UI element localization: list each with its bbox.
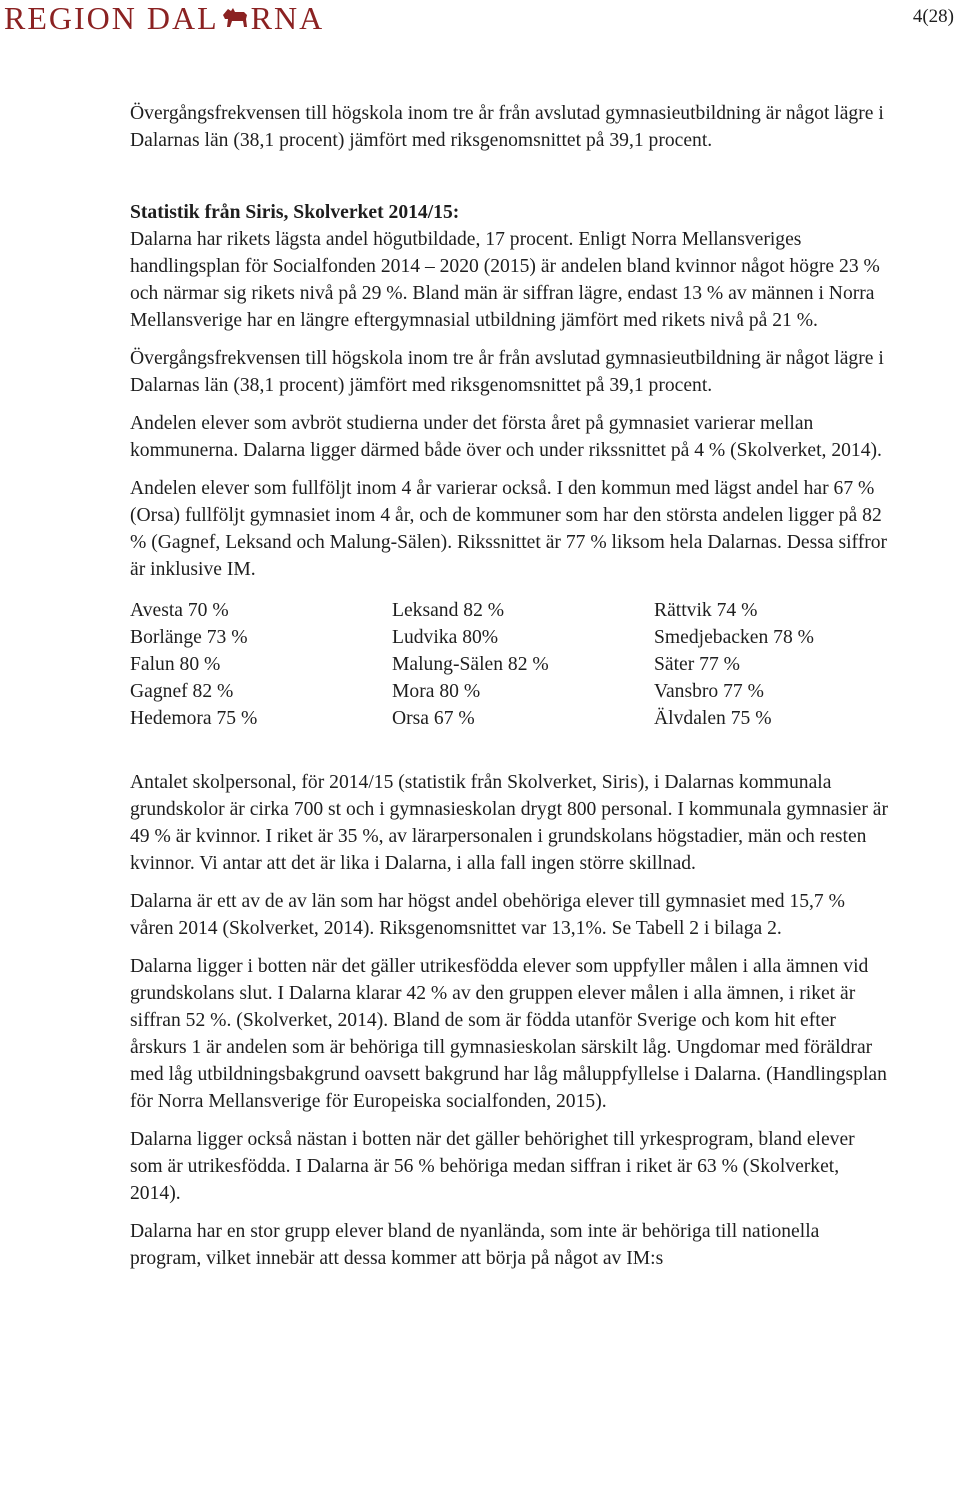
list-item: Ludvika 80% (392, 627, 499, 648)
list-item: Gagnef 82 % (130, 681, 234, 702)
paragraph-ineligible-students: Dalarna är ett av de av län som har högst andel obehöriga elever till gymnasiet med 15,7 % våren 2014 (Skolverket, 2014). Riksgenomsnittet var 13,1%. Se Tabell 2 i bilaga 2. (130, 891, 845, 939)
region-dalarna-logo (4, 2, 324, 34)
paragraph-vocational-eligibility: Dalarna ligger också nästan i botten när det gäller behörighet till yrkesprogram, bland elever som är utrikesfödda. I Dalarna är 56 % behöriga medan siffran i riket är 63 % (Skolverket, 2014). (130, 1129, 855, 1204)
paragraph-school-staff: Antalet skolpersonal, för 2014/15 (statistik från Skolverket, Siris), i Dalarnas kommunala grundskolor är cirka 700 st och i gymnasieskolan drygt 800 personal. I kommunala gymnasier är 49 % är kvinnor. I riket är 35 %, av lärarpersonalen i grundskolans högstadier, män och resten kvinnor. Vi antar att det är lika i Dalarna, i alla fall ingen större skillnad. (130, 772, 888, 874)
list-item: Rättvik 74 % (654, 600, 758, 621)
list-item: Malung-Sälen 82 % (392, 654, 549, 675)
list-item: Leksand 82 % (392, 600, 505, 621)
list-item: Mora 80 % (392, 681, 481, 702)
paragraph-foreign-born: Dalarna ligger i botten när det gäller utrikesfödda elever som uppfyller målen i alla ämnen vid grundskolans slut. I Dalarna klarar 42 % av den gruppen elever målen i alla ämnen, i riket är siffran 52 %. (Skolverket, 2014). Bland de som är födda utanför Sverige och kom hit efter årskurs 1 är andelen som är behöriga till gymnasieskolan särskilt låg. Ungdomar med föräldrar med låg utbildningsbakgrund oavsett bakgrund har låg måluppfyllelse i Dalarna. (Handlingsplan för Norra Mellansverige för Europeiska socialfonden, 2015). (130, 956, 887, 1112)
list-item: Smedjebacken 78 % (654, 627, 814, 648)
list-item: Vansbro 77 % (654, 681, 764, 702)
list-item: Säter 77 % (654, 654, 740, 675)
logo-text-right: RNA (250, 0, 325, 36)
page-header (0, 0, 960, 40)
page-number: 4(28) (912, 6, 954, 27)
paragraph-transition-rate-repeat: Övergångsfrekvensen till högskola inom tre år från avslutad gymnasieutbildning är något lägre i Dalarnas län (38,1 procent) jämfört med riksgenomsnittet på 39,1 procent. (130, 348, 884, 396)
list-item: Hedemora 75 % (130, 708, 258, 729)
document-body (130, 100, 890, 1272)
paragraph-transition-rate: Övergångsfrekvensen till högskola inom tre år från avslutad gymnasieutbildning är något lägre i Dalarnas län (38,1 procent) jämfört med riksgenomsnittet på 39,1 procent. (130, 103, 884, 151)
paragraph-higher-education: Dalarna har rikets lägsta andel högutbildade, 17 procent. Enligt Norra Mellansveriges handlingsplan för Socialfonden 2014 – 2020 (2015) är andelen bland kvinnor något högre 23 % och närmar sig rikets nivå på 29 %. Bland män är siffran lägre, endast 13 % av männen i Norra Mellansverige har en längre eftergymnasial utbildning jämfört med rikets nivå på 21 %. (130, 229, 880, 331)
list-item: Avesta 70 % (130, 600, 229, 621)
dala-horse-icon (220, 5, 250, 33)
paragraph-newly-arrived: Dalarna har en stor grupp elever bland de nyanlända, som inte är behöriga till nationella program, vilket innebär att dessa kommer att börja på något av IM:s (130, 1221, 820, 1269)
logo-text-left: REGION DAL (4, 0, 219, 36)
municipality-completion-list (130, 597, 890, 732)
list-item: Orsa 67 % (392, 708, 475, 729)
section-heading: Statistik från Siris, Skolverket 2014/15: (130, 202, 460, 223)
paragraph-completion: Andelen elever som fullföljt inom 4 år varierar också. I den kommun med lägst andel har 67 % (Orsa) fullföljt gymnasiet inom 4 år, och de kommuner som har den största andelen ligger på 82 % (Gagnef, Leksand och Malung-Sälen). Rikssnittet är 77 % liksom hela Dalarnas. Dessa siffror är inklusive IM. (130, 478, 888, 580)
paragraph-dropout: Andelen elever som avbröt studierna under det första året på gymnasiet varierar mellan kommunerna. Dalarna ligger därmed både över och under rikssnittet på 4 % (Skolverket, 2014). (130, 413, 882, 461)
list-item: Älvdalen 75 % (654, 708, 772, 729)
list-item: Falun 80 % (130, 654, 221, 675)
list-item: Borlänge 73 % (130, 627, 248, 648)
